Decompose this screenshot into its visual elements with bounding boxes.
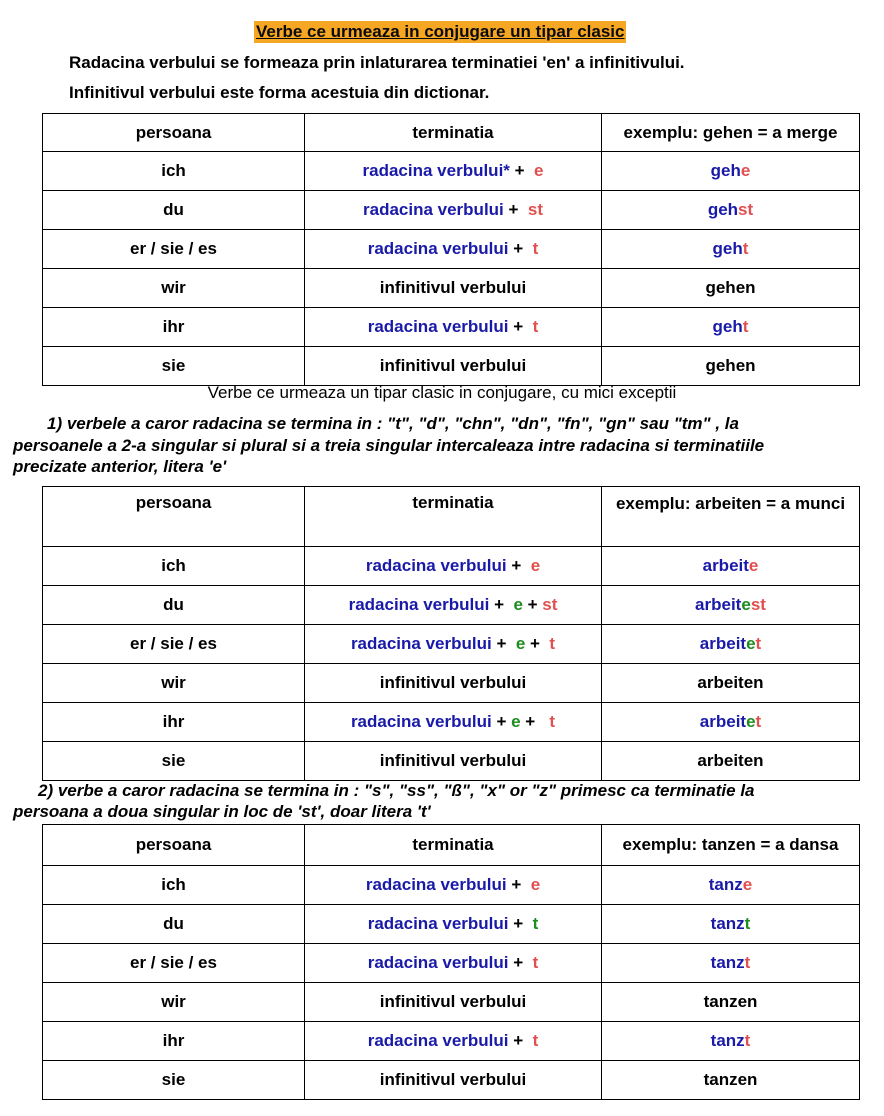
rule-1-line-1: 1) verbele a caror radacina se termina in : "t", "d", "chn", "dn", "fn", "gn" sau "tm" , la <box>47 414 739 433</box>
table-row <box>43 152 860 191</box>
example-segment: tanz <box>708 875 743 894</box>
table-row <box>43 1061 860 1100</box>
person-cell: ihr <box>43 1022 305 1061</box>
term-segment: + <box>496 634 512 653</box>
example-segment: arbeit <box>702 556 749 575</box>
ending-cell <box>305 1022 602 1061</box>
term-segment: t <box>544 712 556 731</box>
term-segment: radacina verbului <box>367 953 514 972</box>
term-segment: + <box>522 595 543 614</box>
table-row <box>43 191 860 230</box>
term-segment: + <box>511 556 526 575</box>
example-segment: tanz <box>710 1031 745 1050</box>
person-cell: du <box>43 191 305 230</box>
example-segment: arbeiten <box>697 751 764 770</box>
person-cell: wir <box>43 269 305 308</box>
example-cell <box>602 664 860 703</box>
ending-cell <box>305 152 602 191</box>
example-segment: tanz <box>710 914 745 933</box>
example-segment: t <box>744 1031 751 1050</box>
header-persoana: persoana <box>43 825 305 866</box>
term-segment: radacina verbului* <box>362 161 515 180</box>
table-row <box>43 703 860 742</box>
term-segment: + <box>494 595 509 614</box>
ending-cell <box>305 191 602 230</box>
term-segment: radacina verbului <box>365 556 512 575</box>
table-row <box>43 983 860 1022</box>
term-segment: radacina verbului <box>365 875 512 894</box>
example-segment: arbeiten <box>697 673 764 692</box>
header-persoana: persoana <box>43 487 305 547</box>
person-cell: du <box>43 905 305 944</box>
ending-cell <box>305 269 602 308</box>
term-segment: + <box>508 200 524 219</box>
table-row <box>43 742 860 781</box>
term-segment: radacina verbului <box>367 1031 514 1050</box>
header-exemplu: exemplu: tanzen = a dansa <box>602 825 860 866</box>
term-segment: e <box>525 556 541 575</box>
term-segment: e <box>529 161 544 180</box>
person-cell: ich <box>43 547 305 586</box>
example-segment: tanz <box>710 953 745 972</box>
table-row <box>43 230 860 269</box>
person-cell: du <box>43 586 305 625</box>
ending-cell <box>305 308 602 347</box>
ending-cell <box>305 347 602 386</box>
person-cell: ihr <box>43 308 305 347</box>
example-cell <box>602 983 860 1022</box>
table-row <box>43 269 860 308</box>
ending-cell <box>305 866 602 905</box>
term-segment: + <box>525 634 545 653</box>
term-segment: radacina verbului <box>367 914 514 933</box>
example-cell <box>602 547 860 586</box>
term-segment: + <box>496 712 512 731</box>
term-segment: radacina verbului <box>367 239 514 258</box>
person-cell: wir <box>43 983 305 1022</box>
term-segment: radacina verbului <box>350 712 497 731</box>
rule-2-line-2: persoana a doua singular in loc de 'st', doar litera 't' <box>13 802 431 821</box>
ending-cell <box>305 944 602 983</box>
example-segment: st <box>738 200 754 219</box>
example-segment: t <box>755 634 762 653</box>
conjugation-table-classic <box>42 113 860 386</box>
term-segment: e <box>511 634 526 653</box>
term-segment: t <box>544 634 556 653</box>
ending-cell <box>305 586 602 625</box>
person-cell: wir <box>43 664 305 703</box>
example-segment: t <box>744 914 751 933</box>
term-segment: t <box>527 239 539 258</box>
term-segment: + <box>513 914 528 933</box>
ending-cell <box>305 547 602 586</box>
example-segment: geh <box>710 161 741 180</box>
term-segment: st <box>542 595 558 614</box>
header-terminatia: terminatia <box>305 114 602 152</box>
example-cell <box>602 1061 860 1100</box>
example-cell <box>602 625 860 664</box>
table-row <box>43 944 860 983</box>
example-cell <box>602 308 860 347</box>
example-cell <box>602 905 860 944</box>
person-cell: sie <box>43 742 305 781</box>
example-segment: geh <box>712 239 743 258</box>
term-segment: + <box>513 1031 528 1050</box>
ending-cell <box>305 664 602 703</box>
table-row <box>43 547 860 586</box>
example-segment: arbeit <box>699 712 747 731</box>
table-row <box>43 625 860 664</box>
example-cell <box>602 347 860 386</box>
term-segment: + <box>513 239 528 258</box>
example-segment: arbeit <box>695 595 742 614</box>
table-row <box>43 905 860 944</box>
table-row <box>43 347 860 386</box>
intro-line-1: Radacina verbului se formeaza prin inlaturarea terminatiei 'en' a infinitivului. <box>69 53 685 72</box>
person-cell: sie <box>43 1061 305 1100</box>
term-segment: e <box>525 875 541 894</box>
rule-1-line-3: precizate anterior, litera 'e' <box>13 457 227 476</box>
person-cell: ihr <box>43 703 305 742</box>
term-segment: + <box>520 712 545 731</box>
ending-cell <box>305 983 602 1022</box>
intro-line-2: Infinitivul verbului este forma acestuia din dictionar. <box>69 83 490 102</box>
ending-cell <box>305 1061 602 1100</box>
example-segment: e <box>746 634 756 653</box>
example-segment: gehen <box>705 278 756 297</box>
table-row <box>43 1022 860 1061</box>
header-terminatia: terminatia <box>305 825 602 866</box>
term-segment: + <box>513 953 528 972</box>
table-row <box>43 866 860 905</box>
example-cell <box>602 586 860 625</box>
example-segment: geh <box>707 200 739 219</box>
term-segment: radacina verbului <box>363 200 509 219</box>
example-cell <box>602 191 860 230</box>
example-segment: arbeit <box>699 634 747 653</box>
example-cell <box>602 944 860 983</box>
example-cell <box>602 866 860 905</box>
example-segment: gehen <box>705 356 756 375</box>
person-cell: er / sie / es <box>43 944 305 983</box>
example-segment: tanzen <box>703 1070 758 1089</box>
term-segment: radacina verbului <box>348 595 495 614</box>
example-segment: e <box>746 712 756 731</box>
person-cell: er / sie / es <box>43 230 305 269</box>
example-cell <box>602 269 860 308</box>
term-segment: + <box>511 875 526 894</box>
person-cell: sie <box>43 347 305 386</box>
term-segment: st <box>523 200 543 219</box>
table-row <box>43 664 860 703</box>
person-cell: er / sie / es <box>43 625 305 664</box>
term-segment: infinitivul verbului <box>379 1070 527 1089</box>
example-segment: e <box>742 875 753 894</box>
ending-cell <box>305 625 602 664</box>
example-segment: t <box>742 317 749 336</box>
term-segment: e <box>508 595 523 614</box>
example-segment: e <box>748 556 759 575</box>
table-caption: Verbe ce urmeaza un tipar clasic in conjugare, cu mici exceptii <box>207 383 677 402</box>
term-segment: infinitivul verbului <box>379 751 527 770</box>
example-cell <box>602 230 860 269</box>
term-segment: t <box>527 317 539 336</box>
header-exemplu: exemplu: gehen = a merge <box>602 114 860 152</box>
example-cell <box>602 152 860 191</box>
term-segment: t <box>527 914 539 933</box>
table-row <box>43 586 860 625</box>
term-segment: t <box>527 953 539 972</box>
table-row <box>43 308 860 347</box>
term-segment: infinitivul verbului <box>379 673 527 692</box>
ending-cell <box>305 905 602 944</box>
example-segment: t <box>744 953 751 972</box>
term-segment: radacina verbului <box>367 317 514 336</box>
ending-cell <box>305 703 602 742</box>
header-terminatia: terminatia <box>305 487 602 547</box>
term-segment: radacina verbului <box>350 634 497 653</box>
example-segment: t <box>755 712 762 731</box>
term-segment: t <box>527 1031 539 1050</box>
term-segment: infinitivul verbului <box>379 992 527 1011</box>
term-segment: infinitivul verbului <box>379 278 527 297</box>
conjugation-table-exception-e <box>42 486 860 781</box>
example-segment: st <box>750 595 766 614</box>
person-cell: ich <box>43 152 305 191</box>
example-cell <box>602 1022 860 1061</box>
example-segment: t <box>742 239 749 258</box>
header-exemplu: exemplu: arbeiten = a munci <box>602 487 860 547</box>
term-segment: + <box>514 161 530 180</box>
example-segment: geh <box>712 317 743 336</box>
rule-1-line-2: persoanele a 2-a singular si plural si a treia singular intercaleaza intre radacina si terminatiile <box>13 436 765 455</box>
ending-cell <box>305 230 602 269</box>
conjugation-table-exception-t <box>42 824 860 1100</box>
rule-2-line-1: 2) verbe a caror radacina se termina in : "s", "ss", "ß", "x" or "z" primesc ca terminatie la <box>38 781 755 800</box>
example-segment: e <box>741 595 751 614</box>
term-segment: infinitivul verbului <box>379 356 527 375</box>
page-title: Verbe ce urmeaza in conjugare un tipar clasic <box>256 22 625 41</box>
person-cell: ich <box>43 866 305 905</box>
term-segment: + <box>513 317 528 336</box>
example-cell <box>602 742 860 781</box>
example-cell <box>602 703 860 742</box>
header-persoana: persoana <box>43 114 305 152</box>
ending-cell <box>305 742 602 781</box>
example-segment: tanzen <box>703 992 758 1011</box>
example-segment: e <box>740 161 751 180</box>
term-segment: e <box>511 712 521 731</box>
